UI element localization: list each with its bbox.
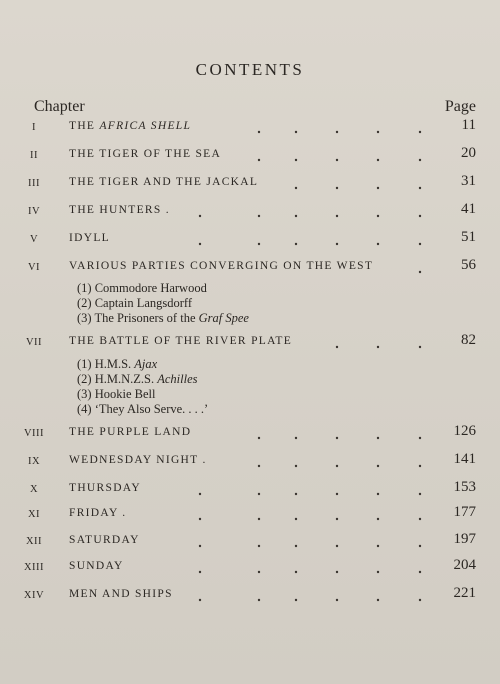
toc-entry[interactable] — [0, 145, 500, 169]
leader-dot — [258, 215, 260, 217]
leader-dot — [419, 215, 421, 217]
chapter-number: VII — [25, 337, 43, 348]
leader-dot — [336, 131, 338, 133]
chapter-title — [69, 232, 110, 244]
page-column-header: Page — [444, 98, 476, 115]
subentry-text: (3) Hookie Bell — [77, 387, 156, 401]
subentry-text: (3) The Prisoners of the — [77, 311, 199, 325]
leader-dot — [295, 187, 297, 189]
toc-entry[interactable] — [0, 229, 500, 253]
leader-dot — [295, 493, 297, 495]
chapter-title-text: MEN AND SHIPS — [69, 588, 173, 600]
subentry-text: (2) Captain Langsdorff — [77, 296, 193, 310]
page-number: 204 — [453, 557, 476, 573]
leader-dot — [295, 465, 297, 467]
chapter-number: XIII — [23, 562, 45, 573]
leader-dot — [258, 545, 260, 547]
leader-dot — [377, 437, 379, 439]
leader-dot — [377, 159, 379, 161]
leader-dot — [258, 131, 260, 133]
leader-dot — [336, 346, 338, 348]
leader-dot — [419, 545, 421, 547]
leader-dot — [336, 465, 338, 467]
page-number: 221 — [453, 585, 476, 601]
leader-dot — [419, 571, 421, 573]
toc-subentry[interactable] — [77, 281, 207, 295]
page-number: 56 — [461, 257, 476, 273]
leader-dot — [419, 187, 421, 189]
chapter-title-text: VARIOUS PARTIES CONVERGING ON THE WEST — [69, 260, 374, 272]
leader-dot — [377, 215, 379, 217]
leader-dot — [258, 571, 260, 573]
leader-dot — [419, 243, 421, 245]
leader-dot — [419, 159, 421, 161]
leader-dot — [336, 243, 338, 245]
leader-dot — [336, 493, 338, 495]
chapter-number: IX — [27, 456, 41, 467]
page-number: 20 — [461, 145, 476, 161]
chapter-number: III — [28, 178, 40, 189]
page-number: 82 — [461, 332, 476, 348]
leader-dot — [336, 437, 338, 439]
page-title: CONTENTS — [195, 60, 305, 79]
chapter-title-text: WEDNESDAY NIGHT . — [69, 454, 207, 466]
subentry-italic: Graf Spee — [198, 311, 249, 325]
toc-entry[interactable] — [0, 504, 500, 528]
leader-dot — [199, 571, 201, 573]
leader-dot — [419, 465, 421, 467]
toc-subentry[interactable] — [77, 387, 155, 401]
toc-entry[interactable] — [0, 332, 500, 356]
chapter-number: VI — [27, 262, 41, 273]
chapter-title-text: THURSDAY — [69, 482, 141, 494]
toc-entry[interactable] — [0, 585, 500, 609]
toc-subentry[interactable] — [77, 357, 157, 371]
leader-dot — [336, 571, 338, 573]
toc-entry[interactable] — [0, 117, 500, 141]
chapter-number: XI — [27, 509, 41, 520]
page-number: 153 — [453, 479, 476, 495]
chapter-number: I — [32, 122, 36, 133]
leader-dot — [258, 518, 260, 520]
chapter-title-text: SATURDAY — [69, 534, 140, 546]
chapter-title-text: THE PURPLE LAND — [69, 426, 192, 438]
toc-subentry[interactable] — [77, 311, 249, 325]
page-number: 31 — [461, 173, 476, 189]
chapter-number: II — [30, 150, 38, 161]
chapter-title — [69, 560, 124, 572]
leader-dot — [336, 599, 338, 601]
toc-entry[interactable] — [0, 423, 500, 447]
leader-dot — [377, 465, 379, 467]
leader-dot — [419, 271, 421, 273]
chapter-title — [69, 148, 221, 160]
leader-dot — [258, 159, 260, 161]
leader-dot — [295, 545, 297, 547]
leader-dot — [258, 437, 260, 439]
page-number: 177 — [453, 504, 476, 520]
chapter-title-italic: AFRICA SHELL — [99, 120, 192, 132]
chapter-title — [69, 176, 258, 188]
page-number: 197 — [453, 531, 476, 547]
leader-dot — [199, 243, 201, 245]
leader-dot — [295, 215, 297, 217]
page-number: 51 — [461, 229, 476, 245]
leader-dot — [295, 437, 297, 439]
leader-dot — [258, 465, 260, 467]
chapter-title-text: IDYLL — [69, 232, 110, 244]
leader-dot — [336, 159, 338, 161]
leader-dot — [295, 571, 297, 573]
leader-dot — [295, 518, 297, 520]
chapter-number: VIII — [23, 428, 45, 439]
leader-dot — [258, 493, 260, 495]
subentry-text: (1) Commodore Harwood — [77, 281, 207, 295]
leader-dot — [199, 599, 201, 601]
chapter-title-text: THE TIGER OF THE SEA — [69, 148, 222, 160]
chapter-number: X — [29, 484, 39, 495]
leader-dot — [377, 131, 379, 133]
subentry-text: (2) H.M.N.Z.S. — [77, 372, 158, 386]
leader-dot — [295, 159, 297, 161]
chapter-column-header: Chapter — [34, 98, 85, 115]
chapter-number: XII — [25, 536, 43, 547]
leader-dot — [258, 243, 260, 245]
subentry-italic: Achilles — [157, 372, 198, 386]
chapter-title — [69, 454, 207, 466]
leader-dot — [336, 187, 338, 189]
chapter-title — [69, 204, 170, 216]
toc-entry[interactable] — [0, 201, 500, 225]
chapter-title — [69, 507, 126, 519]
page-number: 11 — [461, 117, 476, 133]
chapter-title-text: FRIDAY . — [69, 507, 127, 519]
leader-dot — [199, 493, 201, 495]
toc-subentry[interactable] — [77, 296, 192, 310]
chapter-title-text: THE BATTLE OF THE RIVER PLATE — [69, 335, 293, 347]
leader-dot — [199, 545, 201, 547]
toc-entry[interactable] — [0, 557, 500, 581]
chapter-title — [69, 482, 141, 494]
leader-dot — [295, 131, 297, 133]
leader-dot — [377, 571, 379, 573]
leader-dot — [419, 346, 421, 348]
leader-dot — [199, 518, 201, 520]
leader-dot — [377, 346, 379, 348]
chapter-title — [69, 534, 140, 546]
page-number: 141 — [453, 451, 476, 467]
leader-dot — [377, 493, 379, 495]
chapter-number: XIV — [23, 590, 45, 601]
chapter-title-text: THE TIGER AND THE JACKAL — [69, 176, 259, 188]
leader-dot — [377, 518, 379, 520]
page-number: 41 — [461, 201, 476, 217]
leader-dot — [377, 599, 379, 601]
toc-entry[interactable] — [0, 257, 500, 281]
chapter-title — [69, 335, 292, 347]
leader-dot — [199, 215, 201, 217]
toc-entry[interactable] — [0, 531, 500, 555]
leader-dot — [377, 243, 379, 245]
page-number: 126 — [453, 423, 476, 439]
chapter-title-text: SUNDAY — [69, 560, 124, 572]
subentry-text: (4) ‘They Also Serve. . . .’ — [77, 402, 209, 416]
chapter-title-text: THE — [69, 120, 100, 132]
subentry-italic: Ajax — [134, 357, 158, 371]
leader-dot — [336, 545, 338, 547]
leader-dot — [377, 187, 379, 189]
chapter-title — [69, 260, 373, 272]
leader-dot — [295, 243, 297, 245]
leader-dot — [336, 518, 338, 520]
leader-dot — [258, 599, 260, 601]
leader-dot — [419, 518, 421, 520]
leader-dot — [336, 215, 338, 217]
chapter-number: V — [29, 234, 39, 245]
toc-subentry[interactable] — [77, 372, 197, 386]
chapter-title — [69, 426, 191, 438]
leader-dot — [419, 599, 421, 601]
chapter-title — [69, 588, 173, 600]
leader-dot — [419, 131, 421, 133]
chapter-title-text: THE HUNTERS . — [69, 204, 170, 216]
leader-dot — [295, 599, 297, 601]
leader-dot — [419, 437, 421, 439]
leader-dot — [419, 493, 421, 495]
toc-entry[interactable] — [0, 479, 500, 503]
toc-entry[interactable] — [0, 173, 500, 197]
chapter-number: IV — [27, 206, 41, 217]
toc-entry[interactable] — [0, 451, 500, 475]
subentry-text: (1) H.M.S. — [77, 357, 135, 371]
chapter-title — [69, 120, 191, 132]
toc-subentry[interactable] — [77, 402, 208, 416]
leader-dot — [377, 545, 379, 547]
